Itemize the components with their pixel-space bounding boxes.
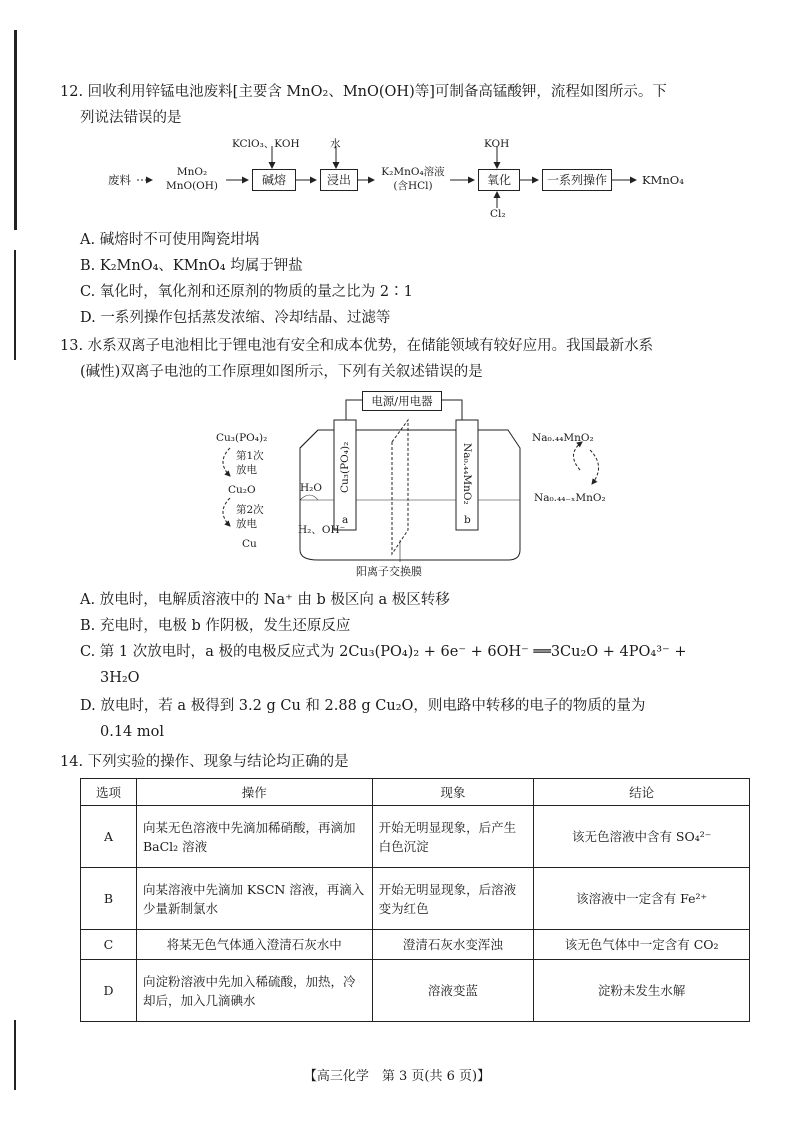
q12-option-a: A. 碱熔时不可使用陶瓷坩埚 [80, 232, 260, 248]
row-operation: 向某溶液中先滴加 KSCN 溶液，再滴入少量新制氯水 [136, 868, 372, 930]
left-mid-species: Cu₂O [228, 484, 256, 496]
left-top-species: Cu₃(PO₄)₂ [216, 432, 268, 444]
row-phenomenon: 澄清石灰水变浑浊 [372, 930, 534, 960]
flow-mid-line2: MnO(OH) [165, 180, 219, 192]
row-operation: 将某无色气体通入澄清石灰水中 [136, 930, 372, 960]
experiment-table [80, 778, 750, 1022]
table-row [81, 960, 750, 1022]
electrode-b-material: Na₀.₄₄MnO₂ [461, 443, 473, 505]
battery-sketch [0, 390, 794, 580]
left-step1-line1: 第1次 [236, 450, 264, 462]
row-phenomenon: 溶液变蓝 [372, 960, 534, 1022]
page-footer: 【高三化学 第 3 页(共 6 页)】 [303, 1069, 491, 1084]
q12-option-c: C. 氧化时，氧化剂和还原剂的物质的量之比为 2∶1 [80, 284, 413, 300]
power-supply-box: 电源/用电器 [362, 391, 442, 411]
row-operation: 向淀粉溶液中先加入稀硫酸，加热，冷却后，加入几滴碘水 [136, 960, 372, 1022]
membrane-label: 阳离子交换膜 [356, 565, 422, 578]
flow-reagent4: Cl₂ [490, 208, 506, 220]
q13-option-b: B. 充电时，电极 b 作阴极，发生还原反应 [80, 618, 351, 634]
row-option: D [81, 960, 137, 1022]
row-operation: 向某无色溶液中先滴加稀硝酸，再滴加 BaCl₂ 溶液 [136, 806, 372, 868]
flow-reagent1: KClO₃、KOH [232, 138, 300, 150]
q13-option-d-cont: 0.14 mol [100, 724, 165, 740]
q12-stem-line1: 12. 回收利用锌锰电池废料[主要含 MnO₂、MnO(OH)等]可制备高锰酸钾，流程如图所示。下 [60, 84, 667, 100]
q12-option-b: B. K₂MnO₄、KMnO₄ 均属于钾盐 [80, 258, 303, 274]
right-top-species: Na₀.₄₄MnO₂ [532, 432, 594, 444]
q13-option-a: A. 放电时，电解质溶液中的 Na⁺ 由 b 极区向 a 极区转移 [80, 592, 450, 608]
flow-mid-line1: MnO₂ [176, 166, 208, 178]
flow-reagent2: 水 [330, 138, 341, 150]
header-operation: 操作 [136, 779, 372, 806]
flow-end: KMnO₄ [642, 173, 684, 187]
header-conclusion: 结论 [534, 779, 750, 806]
table-row [81, 930, 750, 960]
q14-stem: 14. 下列实验的操作、现象与结论均正确的是 [60, 754, 349, 770]
row-conclusion: 该无色溶液中含有 SO₄²⁻ [534, 806, 750, 868]
q13-stem-line2: (碱性)双离子电池的工作原理如图所示，下列有关叙述错误的是 [80, 364, 483, 380]
electrode-a-label: a [342, 514, 349, 526]
left-bottom-species: Cu [242, 538, 257, 550]
left-step2-line2: 放电 [236, 518, 257, 530]
flow-product1-line1: K₂MnO₄溶液 [381, 166, 445, 178]
row-conclusion: 淀粉未发生水解 [534, 960, 750, 1022]
right-bottom-species: Na₀.₄₄₋ₓMnO₂ [534, 492, 606, 504]
q13-option-c: C. 第 1 次放电时，a 极的电极反应式为 2Cu₃(PO₄)₂ + 6e⁻ + 6OH⁻ ══3Cu₂O + 4PO₄³⁻ + [80, 644, 687, 660]
flow-step-alkali-fusion: 碱熔 [252, 169, 296, 191]
electrode-a-material: Cu₃(PO₄)₂ [339, 441, 351, 493]
table-row [81, 806, 750, 868]
flow-step-leaching: 浸出 [320, 169, 358, 191]
table-header-row [81, 779, 750, 806]
flow-reagent3: KOH [484, 138, 510, 150]
flow-product1-line2: (含HCl) [393, 180, 433, 192]
q13-option-c-cont: 3H₂O [100, 670, 140, 686]
row-conclusion: 该溶液中一定含有 Fe²⁺ [534, 868, 750, 930]
table-row [81, 868, 750, 930]
h2-oh-label: H₂、OH⁻ [298, 524, 346, 536]
water-label: H₂O [300, 482, 322, 494]
q13-stem-line1: 13. 水系双离子电池相比于锂电池有安全和成本优势，在储能领域有较好应用。我国最新水系 [60, 338, 654, 354]
header-option: 选项 [81, 779, 137, 806]
header-phenomenon: 现象 [372, 779, 534, 806]
q13-option-d: D. 放电时，若 a 极得到 3.2 g Cu 和 2.88 g Cu₂O，则电路中转移的电子的物质的量为 [80, 698, 646, 714]
scan-edge-mark [14, 250, 16, 360]
row-phenomenon: 开始无明显现象，后产生白色沉淀 [372, 806, 534, 868]
q12-option-d: D. 一系列操作包括蒸发浓缩、冷却结晶、过滤等 [80, 310, 391, 326]
q12-stem-line2: 列说法错误的是 [80, 110, 182, 126]
row-option: A [81, 806, 137, 868]
flow-start: 废料 [108, 173, 131, 187]
flow-step-operations: 一系列操作 [542, 169, 612, 191]
row-phenomenon: 开始无明显现象，后溶液变为红色 [372, 868, 534, 930]
row-option: C [81, 930, 137, 960]
electrode-b-label: b [464, 514, 471, 526]
flow-step-oxidation: 氧化 [478, 169, 520, 191]
row-option: B [81, 868, 137, 930]
row-conclusion: 该无色气体中一定含有 CO₂ [534, 930, 750, 960]
left-step1-line2: 放电 [236, 464, 257, 476]
left-step2-line1: 第2次 [236, 504, 264, 516]
